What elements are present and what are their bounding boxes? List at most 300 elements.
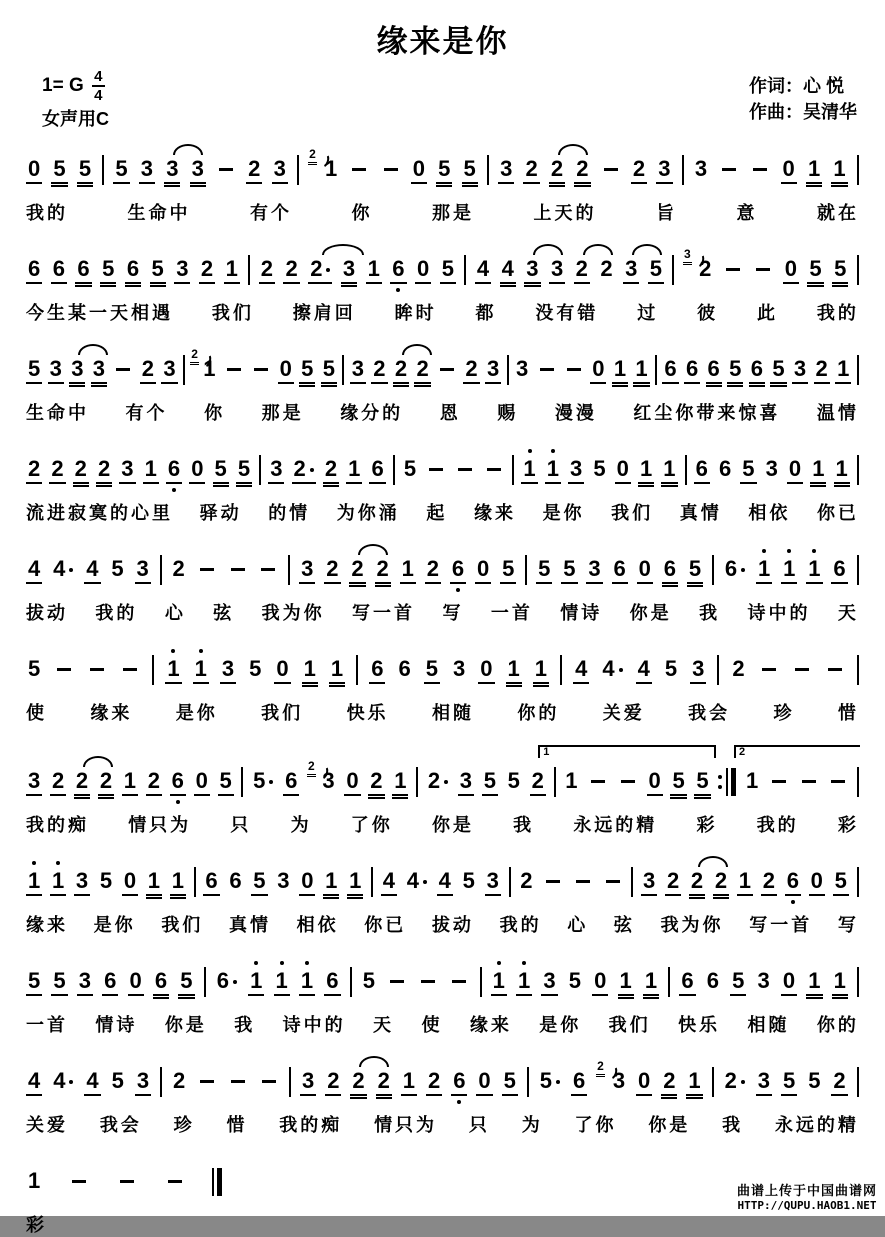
note	[426, 768, 450, 794]
note	[26, 656, 42, 682]
note-number: 5	[115, 156, 128, 181]
note	[396, 656, 412, 682]
lyric-group: 缘来	[90, 703, 133, 723]
lyric-group: 旨	[656, 203, 677, 223]
note-number: 5	[219, 768, 232, 793]
note	[687, 556, 703, 584]
note-number: 0	[191, 456, 204, 481]
second-underline	[462, 185, 478, 187]
notes-row	[26, 656, 859, 692]
note-number: 6	[453, 1068, 466, 1093]
duration-dash	[119, 656, 141, 682]
lyric-group: 我	[513, 815, 535, 835]
note-number: 5	[28, 656, 41, 681]
note	[831, 156, 847, 184]
note-number: 3	[28, 768, 41, 793]
rest-note	[781, 968, 797, 996]
second-underline	[341, 285, 357, 287]
final-barline	[212, 1168, 222, 1196]
note-number: 4	[53, 556, 66, 581]
note-number: 3	[757, 1068, 771, 1093]
note	[153, 968, 169, 996]
note	[98, 768, 114, 796]
note-number: 6	[77, 256, 90, 281]
note-number: 6	[685, 356, 699, 381]
note-number: 0	[784, 256, 797, 281]
lyric-group: 弦	[613, 915, 635, 935]
note-number: 3	[351, 356, 364, 381]
note-number: 6	[28, 256, 41, 281]
rest-note	[128, 968, 144, 996]
note-number: 0	[782, 968, 796, 993]
notes-row	[26, 456, 859, 492]
note	[392, 768, 408, 796]
lyrics-row	[26, 299, 859, 325]
note-number: 5	[462, 868, 475, 893]
note	[663, 656, 679, 682]
note	[170, 868, 186, 896]
lyric-group: 我们	[161, 915, 204, 935]
second-underline	[806, 185, 822, 187]
second-underline	[661, 1097, 677, 1099]
grace-note	[307, 757, 316, 777]
note-number: 5	[834, 256, 847, 281]
barline	[527, 1067, 529, 1097]
note-number: 1	[812, 456, 825, 481]
lyric-group: 你	[351, 203, 373, 223]
second-underline	[376, 1097, 392, 1099]
rest-note	[476, 1068, 492, 1096]
duration-dash	[386, 968, 408, 994]
note	[376, 1068, 392, 1096]
second-underline	[368, 797, 384, 799]
duration-dash	[483, 456, 505, 482]
lyric-group: 相随	[431, 703, 474, 723]
note	[806, 156, 822, 184]
grace-number: 2	[596, 1060, 605, 1077]
note-number: 5	[539, 1068, 553, 1093]
lyric-group: 你是	[648, 1115, 691, 1135]
lyric-group: 了你	[574, 1115, 617, 1135]
note-number: 5	[253, 868, 266, 893]
music-system	[26, 953, 859, 1037]
slur-arc	[358, 544, 388, 555]
note-number: 3	[486, 868, 499, 893]
note-number: 3	[612, 1068, 626, 1093]
note	[451, 656, 467, 682]
lyric-group: 心	[567, 915, 589, 935]
second-underline	[375, 585, 391, 587]
lyric-group: 上天的	[533, 203, 597, 223]
note	[506, 656, 522, 684]
note	[26, 868, 42, 896]
note-number: 0	[477, 556, 490, 581]
note-number: 1	[807, 156, 821, 181]
grace-number: 2	[190, 348, 199, 365]
note	[350, 356, 366, 384]
note	[247, 656, 263, 682]
second-underline	[75, 285, 91, 287]
slur-arc	[402, 344, 432, 355]
note-number: 4	[476, 256, 490, 281]
barline	[685, 455, 687, 485]
note-number: 0	[788, 456, 802, 481]
note-number: 5	[649, 256, 663, 281]
note-number: 5	[322, 356, 335, 381]
lyric-group: 情只为	[374, 1115, 438, 1135]
note-number: 6	[52, 256, 65, 281]
note-number: 3	[342, 256, 356, 281]
note	[463, 356, 479, 384]
note-number: 5	[237, 456, 251, 481]
note-number: 1	[523, 456, 536, 481]
note-number: 3	[140, 156, 154, 181]
note-number: 5	[729, 356, 742, 381]
repeat-barline	[718, 768, 736, 796]
note	[833, 868, 849, 896]
note-number: 2	[141, 356, 154, 381]
note-number: 3	[588, 556, 601, 581]
note-number: 5	[102, 256, 115, 281]
lyric-group: 我会	[688, 703, 731, 723]
dotted-note-dot	[444, 780, 448, 784]
duration-dash	[215, 156, 237, 182]
note	[401, 1068, 417, 1096]
second-underline	[706, 385, 722, 387]
note	[756, 556, 772, 584]
note-number: 2	[326, 556, 339, 581]
second-underline	[170, 897, 186, 899]
note	[299, 556, 315, 584]
grace-number: 2	[307, 760, 316, 777]
lyric-group: 漫漫	[554, 403, 597, 423]
duration-dash	[563, 356, 585, 382]
note	[533, 656, 549, 684]
barline	[668, 967, 670, 997]
note	[321, 356, 337, 384]
note-number: 2	[632, 156, 646, 181]
second-underline	[524, 285, 540, 287]
note	[500, 556, 516, 584]
second-underline	[643, 997, 659, 999]
note-number: 3	[500, 156, 513, 181]
lyric-group: 天	[373, 1015, 395, 1035]
note-number: 3	[166, 156, 179, 181]
note	[350, 1068, 366, 1096]
note-number: 4	[637, 656, 650, 681]
second-underline	[831, 185, 847, 187]
lyric-group: 有个	[125, 403, 168, 423]
lyrics-row	[26, 1111, 859, 1137]
rest-note	[787, 456, 803, 484]
note-number: 2	[833, 1068, 846, 1093]
lyric-group: 关爱	[602, 703, 645, 723]
dotted-note-dot	[326, 268, 330, 272]
note-number: 0	[480, 656, 493, 681]
volta-bracket-2: 2	[734, 745, 860, 758]
note-number: 2	[520, 868, 533, 893]
note-number: 0	[195, 768, 208, 793]
note	[215, 968, 239, 994]
note	[283, 256, 299, 284]
note-number: 0	[346, 768, 359, 793]
note-number: 3	[71, 356, 84, 381]
lyric-group: 你的	[517, 703, 560, 723]
note-number: 3	[176, 256, 189, 281]
barline	[857, 155, 859, 185]
barline	[102, 155, 104, 185]
note	[170, 768, 186, 796]
second-underline	[153, 997, 169, 999]
note-number: 2	[714, 868, 728, 893]
note	[764, 456, 780, 482]
note	[96, 456, 112, 484]
second-underline	[500, 285, 516, 287]
barline	[857, 355, 859, 385]
note-number: 5	[28, 356, 41, 381]
low-octave-dot	[396, 288, 400, 292]
lyric-group: 我们	[211, 303, 254, 323]
note	[737, 868, 753, 896]
dotted-note-dot	[556, 1080, 560, 1084]
note-number: 1	[663, 456, 676, 481]
repeat-dots	[718, 768, 722, 796]
lyric-group: 那是	[261, 403, 304, 423]
note-number: 5	[53, 968, 66, 993]
note	[26, 256, 42, 284]
second-underline	[694, 797, 710, 799]
score-header-meta	[26, 65, 859, 131]
duration-dash	[425, 456, 447, 482]
note	[662, 556, 678, 584]
note	[77, 968, 93, 996]
slur-arc	[83, 756, 113, 767]
note-number: 1	[808, 968, 821, 993]
note-number: 6	[572, 1068, 586, 1093]
rest-note	[26, 156, 42, 184]
note-number: 5	[438, 156, 451, 181]
second-underline	[74, 797, 90, 799]
note-number: 1	[688, 1068, 701, 1093]
note	[251, 768, 275, 794]
note	[69, 356, 85, 384]
low-octave-dot	[456, 588, 460, 592]
note-number: 3	[322, 768, 335, 793]
note-number: 1	[507, 656, 520, 681]
lyrics-row	[26, 1211, 859, 1237]
lyric-group: 都	[475, 303, 497, 323]
note-number: 0	[782, 156, 795, 181]
second-underline	[349, 585, 365, 587]
note-number: 6	[167, 456, 181, 481]
note-number: 6	[371, 656, 384, 681]
note-number: 1	[144, 456, 157, 481]
note	[375, 556, 391, 584]
lyric-group: 天	[837, 603, 859, 623]
note	[500, 256, 516, 284]
note	[638, 456, 654, 484]
note	[618, 968, 634, 996]
note-number: 1	[330, 656, 344, 681]
note	[139, 156, 155, 184]
lyric-group: 起	[426, 503, 448, 523]
note-number: 6	[451, 556, 465, 581]
lyric-group: 真情	[228, 915, 271, 935]
second-underline	[727, 385, 743, 387]
rest-note	[299, 868, 315, 896]
second-underline	[807, 285, 823, 287]
lyric-group: 我	[699, 603, 721, 623]
notes-row	[26, 1168, 859, 1204]
note	[140, 356, 156, 384]
lyrics-row	[26, 811, 859, 837]
note	[324, 968, 340, 996]
lyric-group: 今生某一天相遇	[26, 303, 173, 323]
note-number: 3	[453, 656, 466, 681]
second-underline	[178, 997, 194, 999]
lyric-group: 快乐	[678, 1015, 721, 1035]
music-system	[26, 741, 859, 837]
low-octave-dot	[791, 900, 795, 904]
second-underline	[96, 485, 112, 487]
lyric-group: 生命中	[26, 403, 89, 423]
footer-url-text: HTTP://QUPU.HAOB1.NET	[737, 1199, 877, 1212]
second-underline	[832, 997, 848, 999]
note-number: 2	[815, 356, 828, 381]
note	[693, 156, 709, 182]
second-underline	[662, 585, 678, 587]
note	[113, 156, 129, 184]
barline	[289, 1067, 291, 1097]
note	[612, 556, 628, 584]
note-number: 5	[782, 1068, 796, 1093]
note	[193, 656, 209, 684]
barline	[487, 155, 489, 185]
note-number: 1	[367, 256, 380, 281]
note-number: 5	[808, 1068, 821, 1093]
duration-dash	[257, 556, 279, 582]
note-number: 6	[171, 768, 184, 793]
slur-arc	[78, 344, 108, 355]
note	[329, 656, 345, 684]
note-number: 6	[104, 968, 117, 993]
note	[119, 456, 135, 484]
note	[491, 968, 507, 996]
lyric-group: 我的	[756, 815, 799, 835]
note-number: 1	[225, 256, 238, 281]
lyric-group: 一首	[26, 1015, 68, 1035]
note-number: 2	[172, 1068, 186, 1093]
note	[806, 556, 822, 584]
note	[146, 768, 162, 796]
note-number: 4	[406, 868, 419, 893]
lyric-group: 是你	[175, 703, 218, 723]
note	[749, 356, 765, 384]
duration-dash	[758, 656, 780, 682]
note	[146, 868, 162, 896]
note-number: 2	[310, 256, 323, 281]
note-number: 3	[301, 556, 314, 581]
note-number: 3	[793, 356, 807, 381]
note-number: 0	[478, 1068, 491, 1093]
note-number: 2	[97, 456, 111, 481]
note-number: 3	[136, 556, 149, 581]
note-number: 1	[833, 968, 846, 993]
note-number: 4	[53, 1068, 66, 1093]
note	[102, 968, 118, 996]
lyric-group: 为你涌	[336, 503, 400, 523]
note	[591, 456, 607, 482]
note	[109, 556, 125, 582]
note-number: 1	[492, 968, 505, 993]
note	[706, 356, 722, 384]
barline	[259, 455, 261, 485]
barline	[560, 655, 562, 685]
dotted-note-dot	[69, 1080, 73, 1084]
dotted-note-dot	[233, 980, 237, 984]
note	[574, 256, 590, 284]
note	[792, 356, 808, 384]
second-underline	[51, 185, 67, 187]
note-number: 5	[111, 556, 124, 581]
lyric-group: 我	[234, 1015, 256, 1035]
note	[440, 256, 456, 284]
note-number: 2	[74, 456, 87, 481]
rest-note	[590, 356, 606, 384]
lyric-group: 我的	[95, 603, 138, 623]
duration-dash	[250, 356, 272, 382]
composer-credit: 作曲：吴清华	[749, 102, 857, 123]
barline	[204, 967, 206, 997]
barline	[241, 767, 243, 797]
duration-dash	[600, 156, 622, 182]
lyric-group: 你已	[364, 915, 407, 935]
lyrics-row	[26, 499, 859, 525]
notes-row	[26, 968, 859, 1004]
lyric-group: 诗中的	[747, 603, 811, 623]
note-number: 3	[78, 968, 91, 993]
note-number: 6	[126, 256, 140, 281]
barline	[160, 555, 162, 585]
note	[462, 156, 478, 184]
note-number: 5	[664, 656, 678, 681]
lyric-group: 了你	[350, 815, 393, 835]
second-underline	[393, 385, 409, 387]
note	[636, 656, 652, 684]
note-number: 1	[639, 456, 653, 481]
note-number: 6	[613, 556, 626, 581]
note-number: 3	[92, 356, 106, 381]
dotted-note-dot	[269, 780, 273, 784]
note	[26, 556, 42, 584]
music-system	[26, 1053, 859, 1137]
note-number: 6	[786, 868, 799, 893]
second-underline	[190, 185, 206, 187]
note	[516, 968, 532, 996]
lyric-group: 我的痴	[26, 815, 89, 835]
lyric-group: 你	[204, 403, 226, 423]
duration-dash	[722, 256, 744, 282]
note	[323, 156, 339, 182]
note	[324, 556, 340, 584]
barline	[350, 967, 352, 997]
dotted-note-dot	[741, 1080, 745, 1084]
note	[218, 768, 234, 796]
note	[51, 156, 67, 184]
second-underline	[321, 385, 337, 387]
note-number: 2	[427, 768, 441, 793]
rest-note	[783, 256, 799, 284]
